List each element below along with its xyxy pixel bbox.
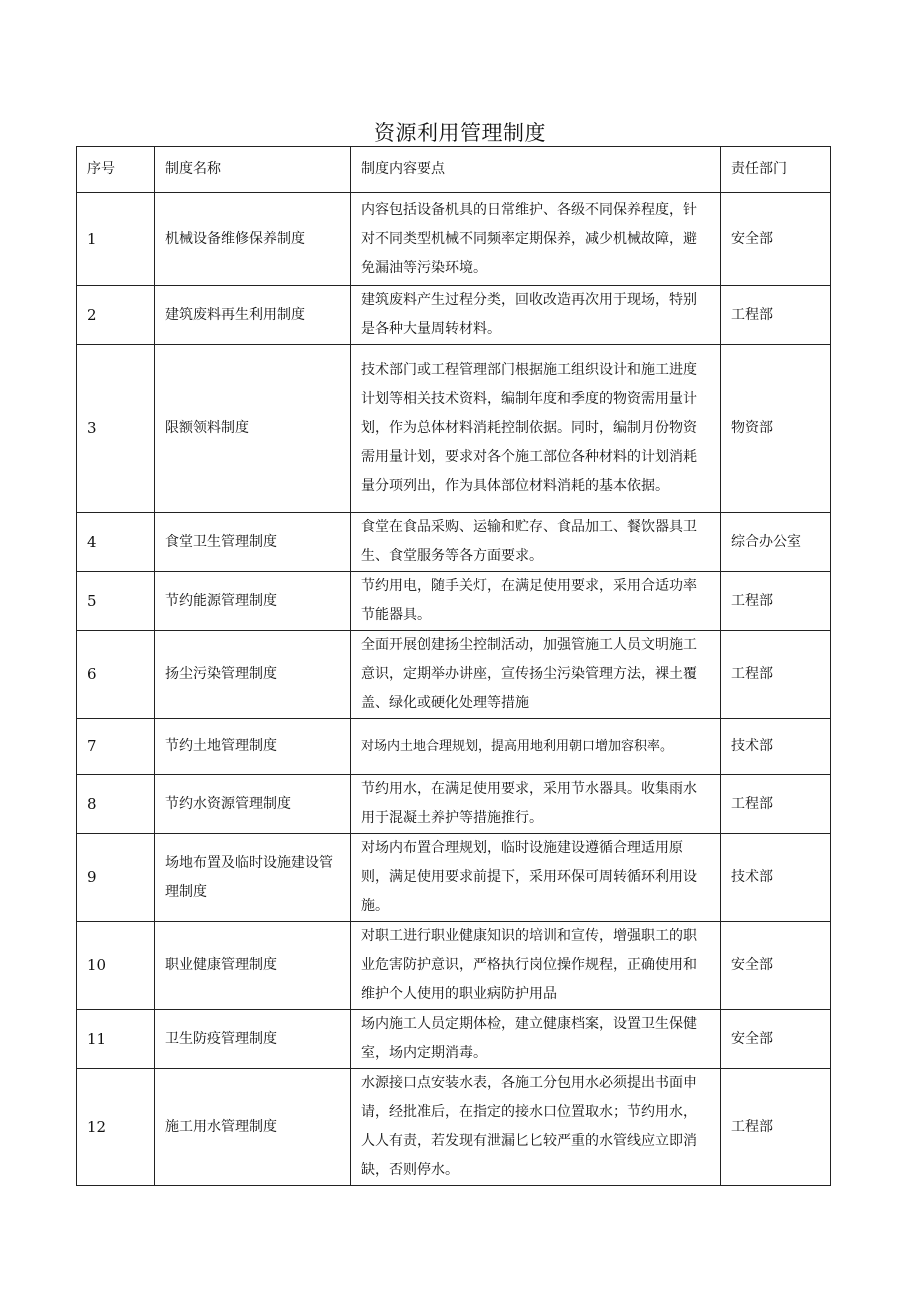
row-seq: 5 xyxy=(77,572,155,631)
row-seq: 1 xyxy=(77,193,155,286)
table-row xyxy=(77,922,831,1010)
table-row xyxy=(77,345,831,513)
row-name: 节约土地管理制度 xyxy=(155,719,351,775)
header-name: 制度名称 xyxy=(155,147,351,193)
row-name: 施工用水管理制度 xyxy=(155,1069,351,1186)
table-header-row xyxy=(77,147,831,193)
row-dept: 安全部 xyxy=(721,922,831,1010)
row-dept: 工程部 xyxy=(721,631,831,719)
row-name: 建筑废料再生利用制度 xyxy=(155,286,351,345)
row-dept: 工程部 xyxy=(721,286,831,345)
row-dept: 技术部 xyxy=(721,719,831,775)
table-row xyxy=(77,286,831,345)
table-row xyxy=(77,572,831,631)
row-dept: 工程部 xyxy=(721,572,831,631)
row-content: 水源接口点安装水表，各施工分包用水必须提出书面申请，经批准后，在指定的接水口位置取水；节约用水，人人有责，若发现有泄漏匕匕较严重的水管线应立即消缺，否则停水。 xyxy=(351,1069,721,1186)
row-dept: 安全部 xyxy=(721,1010,831,1069)
row-dept: 工程部 xyxy=(721,1069,831,1186)
row-dept: 物资部 xyxy=(721,345,831,513)
row-content: 场内施工人员定期体检，建立健康档案，设置卫生保健室，场内定期消毒。 xyxy=(351,1010,721,1069)
table-row xyxy=(77,775,831,834)
page-title: 资源利用管理制度 xyxy=(374,121,546,145)
row-seq: 3 xyxy=(77,345,155,513)
row-seq: 9 xyxy=(77,834,155,922)
row-dept: 工程部 xyxy=(721,775,831,834)
row-seq: 11 xyxy=(77,1010,155,1069)
row-name: 节约水资源管理制度 xyxy=(155,775,351,834)
table-row xyxy=(77,834,831,922)
header-seq: 序号 xyxy=(77,147,155,193)
row-name: 节约能源管理制度 xyxy=(155,572,351,631)
regulations-table xyxy=(76,146,831,1186)
row-dept: 综合办公室 xyxy=(721,513,831,572)
table-row xyxy=(77,1069,831,1186)
row-content: 节约用水，在满足使用要求，采用节水器具。收集雨水用于混凝土养护等措施推行。 xyxy=(351,775,721,834)
row-content: 全面开展创建扬尘控制活动，加强管施工人员文明施工意识，定期举办讲座，宣传扬尘污染管理方法，裸土覆盖、绿化或硬化处理等措施 xyxy=(351,631,721,719)
row-name: 场地布置及临时设施建设管理制度 xyxy=(155,834,351,922)
row-dept: 安全部 xyxy=(721,193,831,286)
row-content: 食堂在食品采购、运输和贮存、食品加工、餐饮器具卫生、食堂服务等各方面要求。 xyxy=(351,513,721,572)
row-name: 限额领料制度 xyxy=(155,345,351,513)
row-seq: 12 xyxy=(77,1069,155,1186)
table-row xyxy=(77,1010,831,1069)
table-row xyxy=(77,193,831,286)
header-dept: 责任部门 xyxy=(721,147,831,193)
row-name: 机械设备维修保养制度 xyxy=(155,193,351,286)
table-row xyxy=(77,513,831,572)
row-name: 卫生防疫管理制度 xyxy=(155,1010,351,1069)
row-content: 对场内土地合理规划，提高用地利用朝口增加容积率。 xyxy=(351,719,721,775)
row-content: 技术部门或工程管理部门根据施工组织设计和施工进度计划等相关技术资料，编制年度和季度的物资需用量计划，作为总体材料消耗控制依据。同时，编制月份物资需用量计划，要求对各个施工部位各种材料的计划消耗量分项列出，作为具体部位材料消耗的基本依据。 xyxy=(351,345,721,513)
row-seq: 7 xyxy=(77,719,155,775)
row-content: 对场内布置合理规划，临时设施建设遵循合理适用原则，满足使用要求前提下，采用环保可周转循环利用设施。 xyxy=(351,834,721,922)
row-name: 扬尘污染管理制度 xyxy=(155,631,351,719)
row-content: 对职工进行职业健康知识的培训和宣传，增强职工的职业危害防护意识，严格执行岗位操作规程，正确使用和维护个人使用的职业病防护用品 xyxy=(351,922,721,1010)
row-name: 食堂卫生管理制度 xyxy=(155,513,351,572)
row-content: 节约用电，随手关灯，在满足使用要求，采用合适功率节能器具。 xyxy=(351,572,721,631)
header-content: 制度内容要点 xyxy=(351,147,721,193)
row-content: 内容包括设备机具的日常维护、各级不同保养程度，针对不同类型机械不同频率定期保养，减少机械故障，避免漏油等污染环境。 xyxy=(351,193,721,286)
row-name: 职业健康管理制度 xyxy=(155,922,351,1010)
row-seq: 2 xyxy=(77,286,155,345)
table-row xyxy=(77,631,831,719)
row-seq: 10 xyxy=(77,922,155,1010)
row-seq: 6 xyxy=(77,631,155,719)
row-seq: 8 xyxy=(77,775,155,834)
row-dept: 技术部 xyxy=(721,834,831,922)
row-seq: 4 xyxy=(77,513,155,572)
table-row xyxy=(77,719,831,775)
row-content: 建筑废料产生过程分类，回收改造再次用于现场，特别是各种大量周转材料。 xyxy=(351,286,721,345)
